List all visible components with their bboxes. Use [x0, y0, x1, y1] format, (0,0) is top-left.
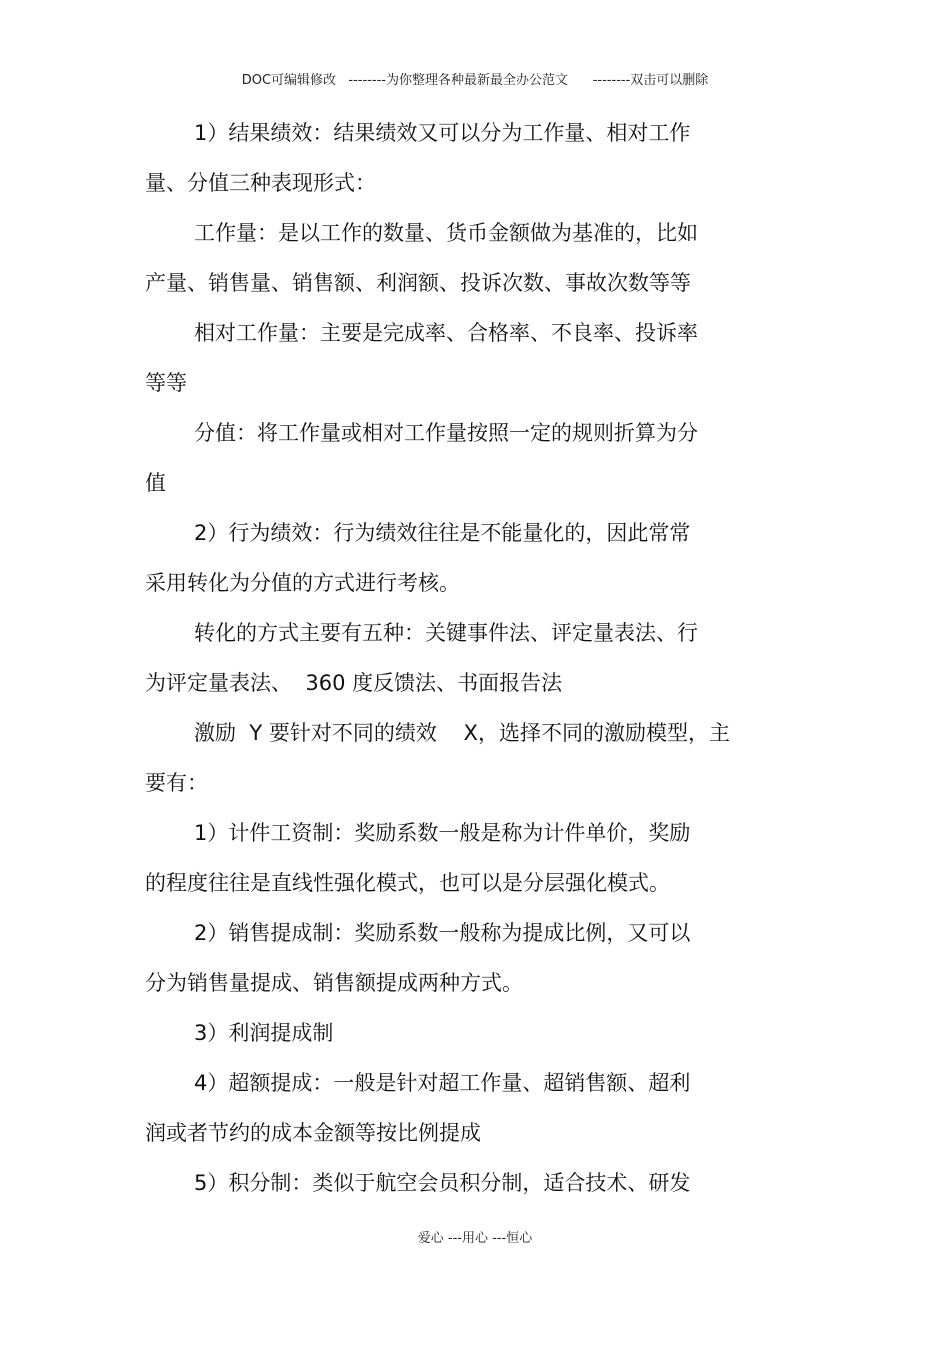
paragraph-line: 工作量：是以工作的数量、货币金额做为基准的，比如 [194, 221, 698, 245]
paragraph-line: 采用转化为分值的方式进行考核。 [145, 571, 460, 595]
paragraph-line: 相对工作量：主要是完成率、合格率、不良率、投诉率 [194, 321, 698, 345]
paragraph-line: 5）积分制：类似于航空会员积分制，适合技术、研发 [194, 1171, 691, 1195]
paragraph-line: 的程度往往是直线性强化模式，也可以是分层强化模式。 [145, 871, 670, 895]
paragraph-line: 分值：将工作量或相对工作量按照一定的规则折算为分 [194, 421, 698, 445]
paragraph-line: 激励 Y 要针对不同的绩效 X，选择不同的激励模型，主 [194, 721, 730, 745]
paragraph-line: 量、分值三种表现形式： [145, 171, 376, 195]
paragraph-line: 2）行为绩效：行为绩效往往是不能量化的，因此常常 [194, 521, 691, 545]
paragraph-line: 产量、销售量、销售额、利润额、投诉次数、事故次数等等 [145, 271, 691, 295]
paragraph-line: 2）销售提成制：奖励系数一般称为提成比例，又可以 [194, 921, 691, 945]
paragraph-line: 1）结果绩效：结果绩效又可以分为工作量、相对工作 [194, 121, 691, 145]
page-header: DOC可编辑修改 --------为你整理各种最新最全办公范文 --------双击可以删除 [241, 73, 709, 88]
paragraph-line: 等等 [145, 371, 187, 395]
paragraph-line: 要有： [145, 771, 208, 795]
paragraph-line: 1）计件工资制：奖励系数一般是称为计件单价，奖励 [194, 821, 691, 845]
paragraph-line: 分为销售量提成、销售额提成两种方式。 [145, 971, 523, 995]
paragraph-line: 润或者节约的成本金额等按比例提成 [145, 1121, 481, 1145]
paragraph-line: 3）利润提成制 [194, 1021, 334, 1045]
paragraph-line: 为评定量表法、 360 度反馈法、书面报告法 [145, 671, 563, 695]
paragraph-line: 值 [145, 471, 166, 495]
paragraph-line: 转化的方式主要有五种：关键事件法、评定量表法、行 [194, 621, 698, 645]
page-footer: 爱心 ---用心 ---恒心 [417, 1231, 533, 1246]
paragraph-line: 4）超额提成：一般是针对超工作量、超销售额、超利 [194, 1071, 691, 1095]
